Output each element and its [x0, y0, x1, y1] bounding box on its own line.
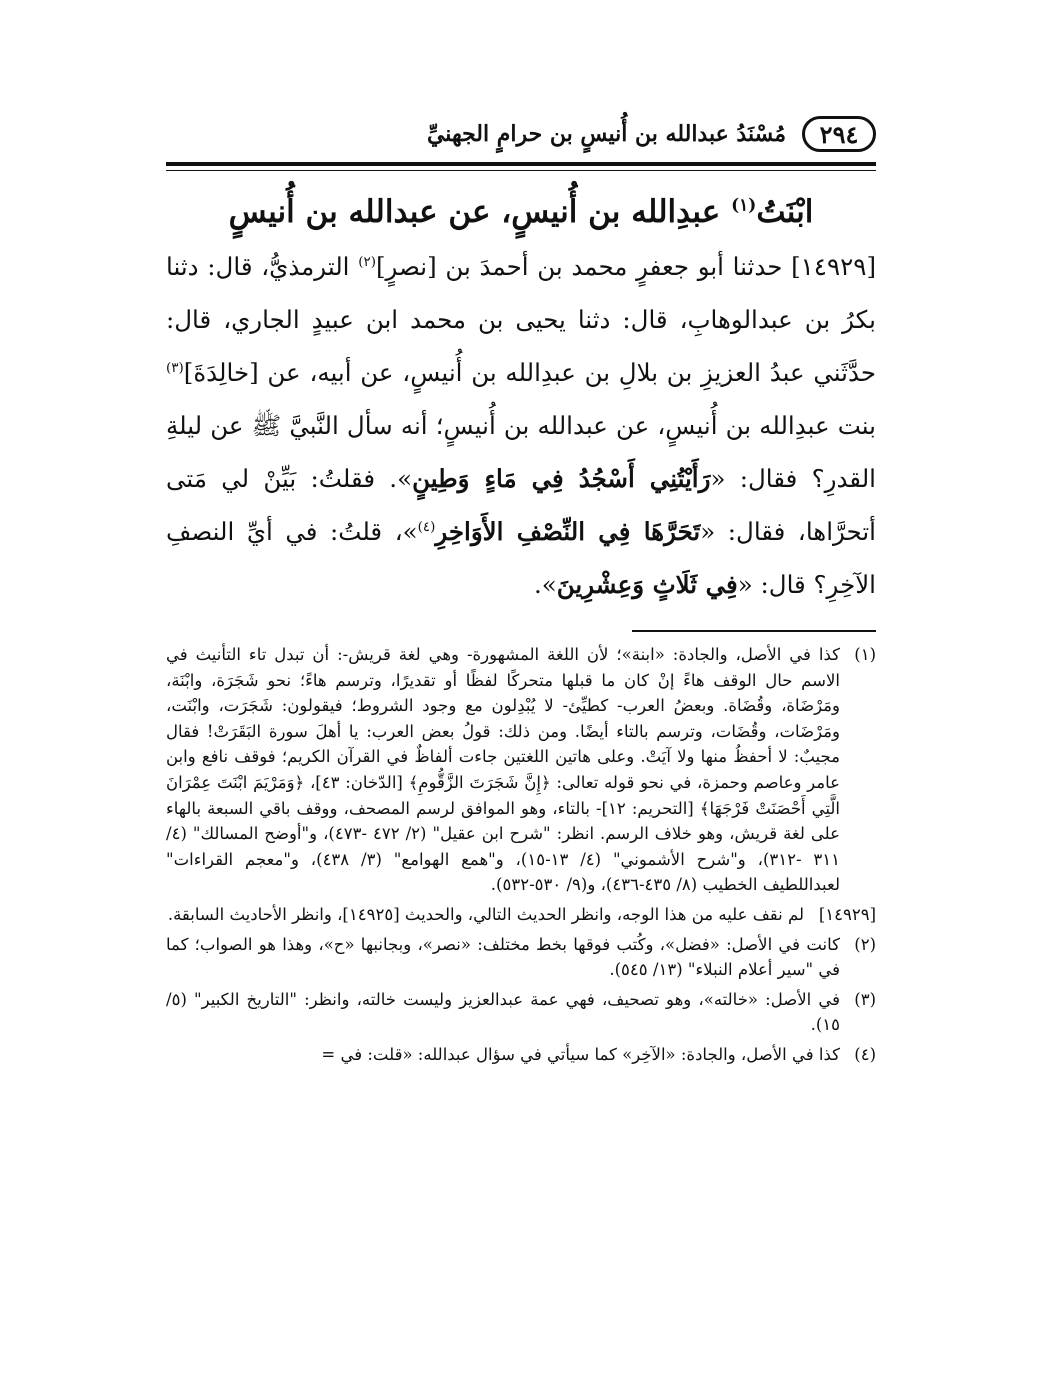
- footnote-text: كذا في الأصل، والجادة: «الآخِر» كما سيأتي في سؤال عبدالله: «قلت: في =: [321, 1044, 840, 1064]
- footnote-number: (٣): [854, 989, 876, 1009]
- footnote-number: (٤): [854, 1044, 876, 1064]
- hadith-isnad-start: [١٤٩٢٩] حدثنا أبو جعفرٍ محمد بن أحمدَ بن [نصرٍ]: [375, 252, 876, 281]
- footnote-item: [166, 902, 876, 928]
- hadith-paragraph: [166, 240, 876, 611]
- hadith-text-part: ». فقلتُ: بَيِّنْ لي مَتى أتحرَّاها، فقال: «: [166, 464, 876, 546]
- footnote-number: [١٤٩٢٩]: [818, 904, 876, 924]
- footnote-item: [166, 987, 876, 1038]
- hadith-text-end: ».: [533, 570, 557, 599]
- footnote-ref-1[interactable]: (١): [731, 195, 757, 216]
- header-rule-thin: [166, 170, 876, 171]
- footnote-text: في الأصل: «خالته»، وهو تصحيف، فهي عمة عبدالعزيز وليست خالته، وانظر: "التاريخ الكبير" (٥/ ١٥).: [166, 989, 840, 1035]
- prophetic-saying-2: تَحَرَّهَا فِي النِّصْفِ الأَوَاخِرِ: [435, 517, 701, 546]
- footnote-number: (٢): [854, 934, 876, 954]
- footnote-text: كذا في الأصل، والجادة: «ابنة»؛ لأن اللغة المشهورة- وهي لغة قريش-: أن تبدل تاء التأنيث في الاسم حال الوقف هاءً إنْ كان ما قبلها متحركًا لفظًا أو تقديرًا، وترسم هاءً؛ نحو شَجَرَة، وابْنَة، ومَرْضَاة، وقُضَاة. وبعضُ العرب- كطيِّئ- لا يُبْدِلون مع وجود الشروط؛ فيقولون: شَجَرَت، وابْنَت، ومَرْضَات، وقُضَات، وترسم بالتاء أيضًا. ومن ذلك: قولُ بعض العرب: يا أهلَ سورة البَقَرَتْ! فقال مجيبٌ: لا أحفظُ منها ولا آيَتْ. وعلى هاتين اللغتين جاءت ألفاظٌ في القرآن الكريم؛ فوقف نافع وابن عامر وعاصم وحمزة، في نحو قوله تعالى: ﴿إِنَّ شَجَرَتَ الزَّقُّومِ﴾ [الدّخان: ٤٣]، ﴿وَمَرْيَمَ ابْنَتَ عِمْرَانَ الَّتِي أَحْصَنَتْ فَرْجَهَا﴾ [التحريم: ١٢]- بالتاء، وهو الموافق لرسم المصحف، ووقف باقي السبعة بالهاء على لغة قريش، وهو خلاف الرسم. انظر: "شرح ابن عقيل" (٢/ ٤٧٢ -٤٧٣)، و"أوضح المسالك" (٤/ ٣١١ -٣١٢)، و"شرح الأشموني" (٤/ ١٣-١٥)، و"همع الهوامع" (٣/ ٤٣٨)، و"معجم القراءات" لعبداللطيف الخطيب (٨/ ٤٣٥-٤٣٦)، و(٩/ ٥٣٠-٥٣٢).: [166, 645, 841, 895]
- footnote-number: (١): [854, 645, 876, 664]
- hadith-text: [166, 240, 876, 611]
- page-header: [168, 112, 876, 156]
- footnote-item: [166, 642, 876, 898]
- hadith-text-part: »، قلتُ: في أيِّ النصفِ الآخِرِ؟ قال: «: [166, 517, 876, 599]
- chapter-title-part1: ابْنَتُ: [756, 194, 814, 230]
- footnote-text: لم نقف عليه من هذا الوجه، وانظر الحديث التالي، والحديث [١٤٩٢٥]، وانظر الأحاديث السابقة.: [167, 904, 804, 924]
- prophetic-saying-1: رَأَيْتُنِي أَسْجُدُ فِي مَاءٍ وَطِينٍ: [412, 464, 711, 493]
- hadith-isnad: الترمذيُّ، قال: دثنا بكرُ بن عبدالوهابِ، قال: دثنا يحيى بن محمد ابن عبيدٍ الجاري، قال: حدَّثَني عبدُ العزيزِ بن بلالِ بن عبدِالله بن أُنيسٍ، عن أبيه، عن [خالِدَةَ]: [166, 252, 876, 387]
- header-rule-thick: [166, 162, 876, 166]
- chapter-title: [166, 188, 876, 236]
- prophetic-saying-3: فِي ثَلَاثٍ وَعِشْرِينَ: [556, 570, 738, 599]
- footnote-ref-2[interactable]: (٢): [358, 253, 376, 270]
- running-title: مُسْنَدُ عبدالله بن أُنيسٍ بن حرامٍ الجهنيِّ: [426, 121, 786, 147]
- hadith-text-part: بنت عبدِالله بن أُنيسٍ، عن عبدالله بن أُنيسٍ؛ أنه سأل النَّبيَّ ﷺ عن ليلةِ القدرِ؟ فقال: «: [166, 411, 876, 493]
- footnote-separator: [632, 630, 876, 632]
- chapter-title-part2: عبدِالله بن أُنيسٍ، عن عبدالله بن أُنيسٍ: [228, 194, 732, 230]
- footnote-item: [166, 932, 876, 983]
- footnote-item: [166, 1042, 876, 1068]
- footnote-ref-4[interactable]: (٤): [417, 518, 436, 535]
- footnote-ref-3[interactable]: (٣): [166, 359, 184, 376]
- footnote-text: كانت في الأصل: «فضل»، وكُتب فوقها بخط مختلف: «نصر»، وبجانبها «ح»، وهذا هو الصواب؛ كما في "سير أعلام النبلاء" (١٣/ ٥٤٥).: [166, 934, 840, 980]
- footnotes: [166, 642, 876, 1072]
- page-number: ٢٩٤: [802, 116, 876, 152]
